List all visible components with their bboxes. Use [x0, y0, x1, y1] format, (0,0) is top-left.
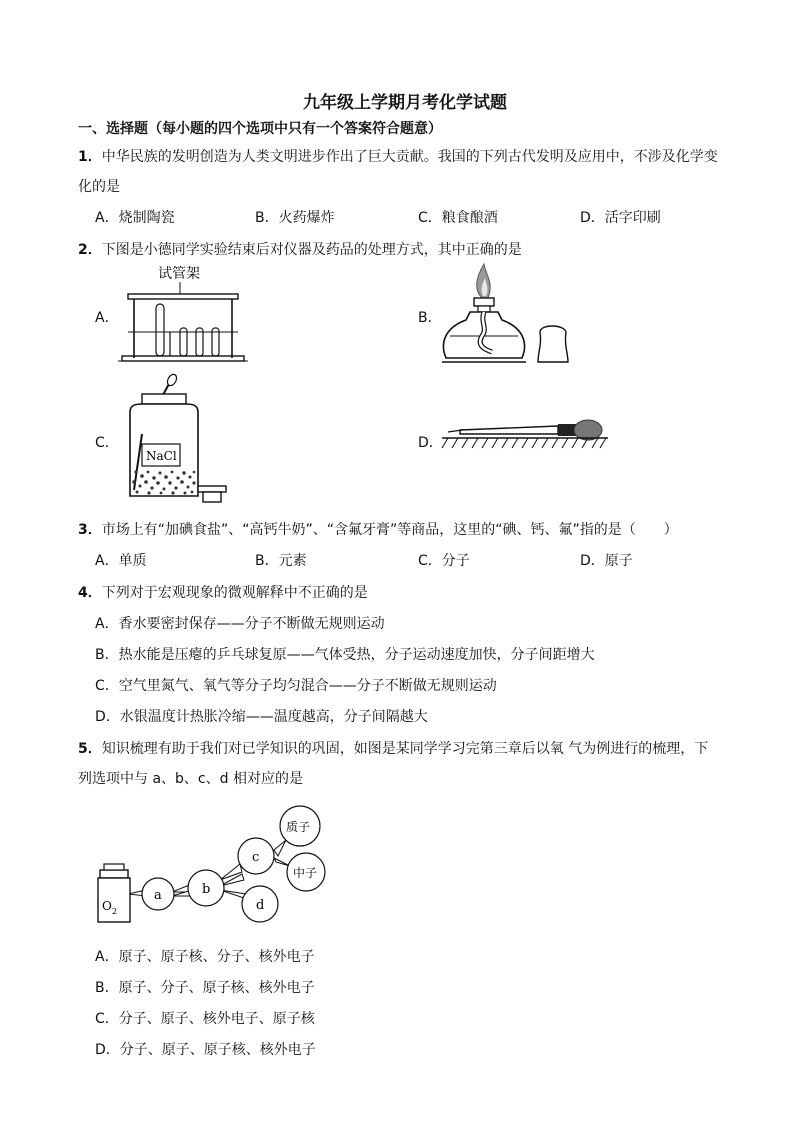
option-c[interactable]: C．粮食酿酒	[418, 210, 498, 226]
option-a[interactable]: A．香水要密封保存——分子不断做无规则运动	[95, 616, 385, 632]
question-3	[78, 519, 678, 539]
question-1-line2: 化的是	[78, 179, 120, 195]
reagent-jar-figure	[112, 372, 242, 504]
dropper-figure	[440, 412, 610, 458]
option-d[interactable]: D．原子	[580, 553, 633, 569]
option-a[interactable]: A．原子、原子核、分子、核外电子	[95, 949, 315, 965]
question-text: 下图是小德同学实验结束后对仪器及药品的处理方式，其中正确的是	[101, 242, 522, 258]
concept-map-diagram	[94, 800, 334, 930]
option-c[interactable]: C．分子	[418, 553, 470, 569]
option-b[interactable]: B．原子、分子、原子核、核外电子	[95, 980, 315, 996]
question-2	[78, 239, 522, 259]
question-text: 下列对于宏观现象的微观解释中不正确的是	[101, 585, 368, 601]
option-b[interactable]: B．热水能是压瘪的乒乓球复原——气体受热，分子运动速度加快，分子间距增大	[95, 647, 595, 663]
bottle-label-subscript: 2	[112, 907, 118, 916]
question-number: 4．	[78, 585, 102, 601]
option-b[interactable]: B．	[418, 310, 442, 326]
option-d[interactable]: D．分子、原子、原子核、核外电子	[95, 1042, 316, 1058]
option-b[interactable]: B．元素	[255, 553, 307, 569]
node-b: b	[202, 882, 211, 897]
jar-label: NaCl	[146, 449, 177, 463]
node-c: c	[252, 850, 260, 865]
proton-node: 质子	[286, 820, 311, 834]
option-c[interactable]: C．	[95, 435, 119, 451]
question-text: 知识梳理有助于我们对已学知识的巩固，如图是某同学学习完第三章后以氧 气为例进行的梳理，下	[101, 741, 709, 757]
test-tube-rack-figure	[118, 262, 248, 366]
node-a: a	[154, 888, 162, 903]
question-number: 1．	[78, 149, 102, 165]
question-number: 5．	[78, 741, 102, 757]
page-title: 九年级上学期月考化学试题	[303, 93, 507, 113]
question-5	[78, 738, 708, 758]
option-d[interactable]: D．	[418, 435, 443, 451]
option-d[interactable]: D．活字印刷	[580, 210, 661, 226]
section-heading: 一、选择题（每小题的四个选项中只有一个答案符合题意）	[78, 121, 442, 137]
option-b[interactable]: B．火药爆炸	[255, 210, 335, 226]
option-c[interactable]: C．空气里氮气、氧气等分子均匀混合——分子不断做无规则运动	[95, 678, 497, 694]
rack-label: 试管架	[158, 266, 200, 282]
question-5-line2: 列选项中与 a、b、c、d 相对应的是	[78, 771, 303, 787]
neutron-node: 中子	[293, 866, 318, 880]
bottle-label: O	[102, 899, 112, 913]
option-a[interactable]: A．单质	[95, 553, 147, 569]
node-d: d	[256, 898, 265, 913]
option-d[interactable]: D．水银温度计热胀冷缩——温度越高，分子间隔越大	[95, 709, 428, 725]
question-number: 2．	[78, 242, 102, 258]
option-c[interactable]: C．分子、原子、核外电子、原子核	[95, 1011, 315, 1027]
option-a[interactable]: A．烧制陶瓷	[95, 210, 175, 226]
question-text: 市场上有“加碘食盐”、“高钙牛奶”、“含氟牙膏”等商品，这里的“碘、钙、氟”指的是（ ）	[101, 522, 678, 538]
alcohol-lamp-figure	[436, 262, 586, 372]
question-number: 3．	[78, 522, 102, 538]
question-4	[78, 582, 368, 602]
option-a[interactable]: A．	[95, 310, 119, 326]
question-text: 中华民族的发明创造为人类文明进步作出了巨大贡献。我国的下列古代发明及应用中，不涉及化学变	[101, 149, 718, 165]
question-1	[78, 146, 718, 166]
